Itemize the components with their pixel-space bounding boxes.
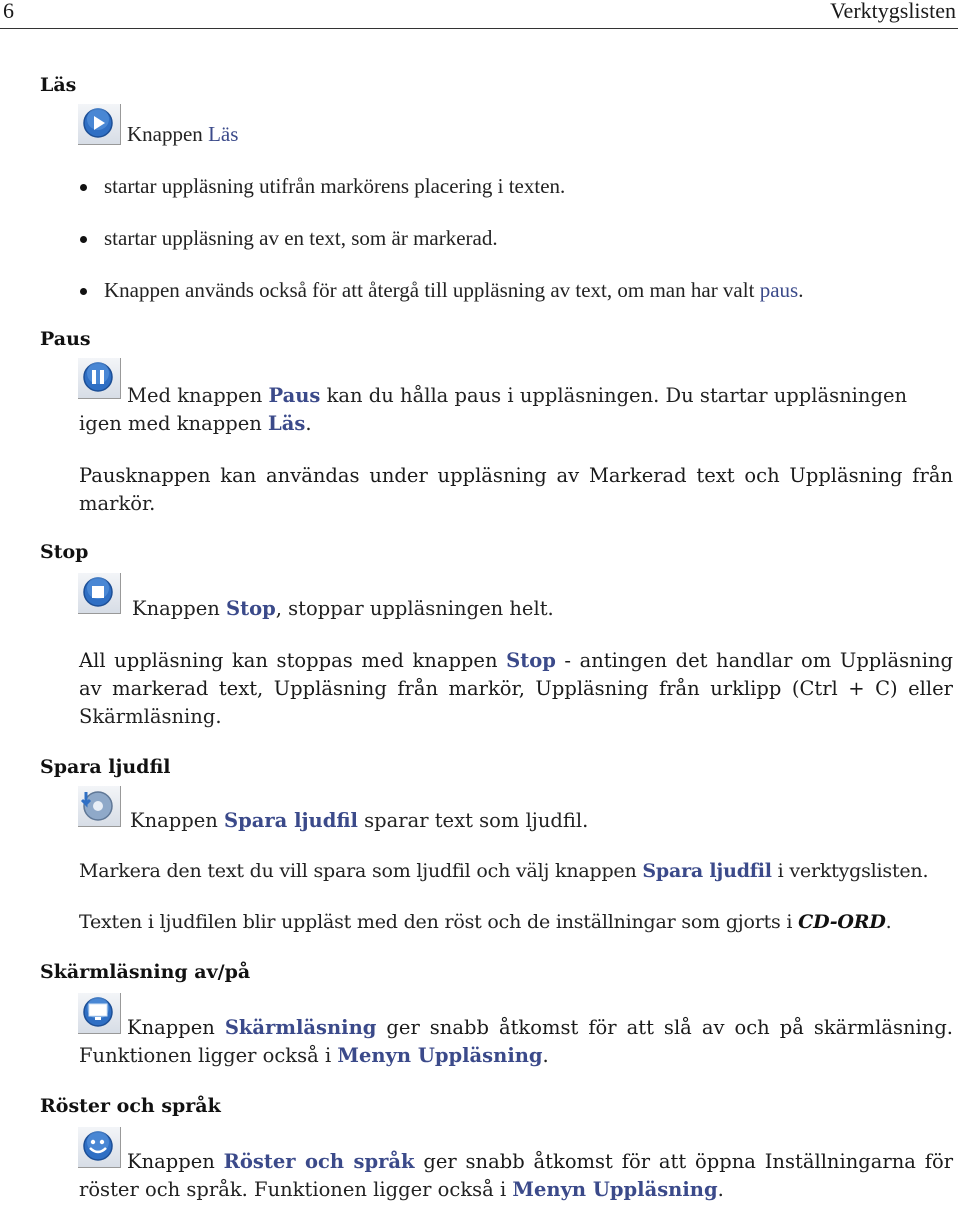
stop-icon [78,573,121,614]
skarm-line-1: Knappen Skärmläsning ger snabb åtkomst för att slå av och på skärmläsning. [127,1016,954,1039]
pause-icon [78,358,121,399]
roster-line-2: röster och språk. Funktionen ligger också i Menyn Uppläsning. [79,1178,724,1201]
paus-para-2-line-1: Pausknappen kan användas under uppläsning av Markerad text och Uppläsning från [79,464,953,487]
stop-keyword: Stop [226,597,276,620]
spara-ljudfil-keyword: Spara ljudfil [642,860,772,882]
spara-para-3: Texten i ljudfilen blir uppläst med den röst och de inställningar som gjorts i CD-ORD. [79,911,892,933]
menyn-upplasning-keyword: Menyn Uppläsning [337,1044,543,1067]
stop-para-2-line-3: Skärmläsning. [79,705,222,728]
page-header [0,0,958,29]
play-icon [78,104,121,145]
skarm-line-2: Funktionen ligger också i Menyn Uppläsning. [79,1044,549,1067]
running-title: Verktygslisten [830,0,956,23]
heading-las: Läs [40,74,77,96]
heading-skarmlasning: Skärmläsning av/på [40,961,251,983]
stop-para-2-line-1: All uppläsning kan stoppas med knappen Stop - antingen det handlar om Uppläsning [79,649,953,672]
las-bullet-2: startar uppläsning av en text, som är markerad. [104,226,498,250]
voices-icon [78,1127,121,1168]
bullet-marker [80,236,87,243]
paus-line-2: igen med knappen Läs. [79,412,312,435]
las-keyword: Läs [268,412,306,435]
las-bullet-1: startar uppläsning utifrån markörens placering i texten. [104,174,566,198]
paus-link: paus [759,278,799,302]
stop-line-1: Knappen Stop, stoppar uppläsningen helt. [132,597,554,620]
screen-reading-icon [78,993,121,1034]
paus-para-2-line-2: markör. [79,492,156,515]
heading-stop: Stop [40,541,89,563]
spara-ljudfil-keyword: Spara ljudfil [224,809,358,832]
heading-paus: Paus [40,328,91,350]
stop-keyword: Stop [506,649,556,672]
skarmlasning-keyword: Skärmläsning [224,1016,377,1039]
bullet-marker [80,184,87,191]
las-keyword: Läs [208,122,239,146]
las-intro: Knappen Läs [127,122,239,146]
heading-spara-ljudfil: Spara ljudfil [40,756,171,778]
stop-para-2-line-2: av markerad text, Uppläsning från markör, Uppläsning från urklipp (Ctrl + C) eller [79,677,953,700]
spara-line-1: Knappen Spara ljudfil sparar text som ljudfil. [130,809,589,832]
roster-och-sprak-keyword: Röster och språk [223,1150,415,1173]
paus-keyword: Paus [268,384,321,407]
menyn-upplasning-keyword: Menyn Uppläsning [512,1178,718,1201]
roster-line-1: Knappen Röster och språk ger snabb åtkomst för att öppna Inställningarna för [127,1150,954,1173]
save-audio-icon [78,786,121,827]
bullet-marker [80,288,87,295]
heading-roster-och-sprak: Röster och språk [40,1095,221,1117]
paus-line-1: Med knappen Paus kan du hålla paus i uppläsningen. Du startar uppläsningen [127,384,908,407]
page-number: 6 [3,0,14,23]
spara-para-2: Markera den text du vill spara som ljudfil och välj knappen Spara ljudfil i verktygslisten. [79,860,929,882]
las-bullet-3: Knappen används också för att återgå till uppläsning av text, om man har valt paus. [104,278,804,302]
cd-ord-name: CD-ORD [798,911,886,933]
